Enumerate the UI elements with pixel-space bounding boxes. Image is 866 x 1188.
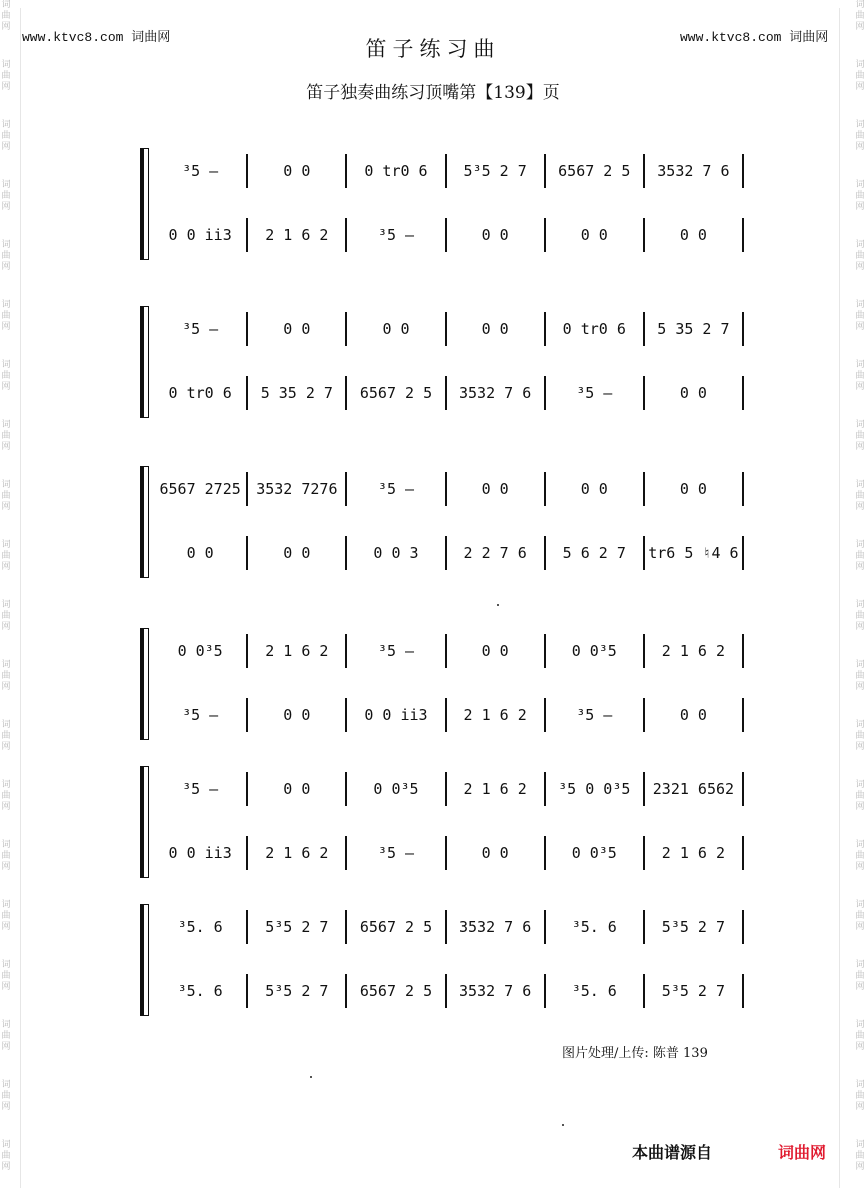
- side-watermark-char: 曲: [1, 851, 11, 861]
- side-watermark-char: 词: [855, 240, 865, 250]
- side-watermark-char: 曲: [1, 71, 11, 81]
- measure: 0 0: [447, 836, 546, 870]
- side-watermark-char: 网: [1, 562, 11, 572]
- side-watermark-group: [854, 180, 866, 240]
- side-watermark-char: 网: [855, 442, 865, 452]
- side-watermark-char: 网: [1, 442, 11, 452]
- side-watermark-char: 词: [1, 360, 11, 370]
- side-watermark-char: 曲: [855, 11, 865, 21]
- side-watermark-char: 网: [1, 142, 11, 152]
- side-watermark-char: 词: [855, 1020, 865, 1030]
- measure: ³5. 6: [154, 974, 248, 1008]
- side-watermark-char: 词: [855, 600, 865, 610]
- lower-staff: [154, 376, 744, 410]
- measure: 0 0³5: [546, 634, 645, 668]
- side-watermark-group: [854, 540, 866, 600]
- side-watermark-char: 网: [1, 802, 11, 812]
- side-watermark-group: [0, 1080, 12, 1140]
- side-watermark-char: 网: [855, 202, 865, 212]
- side-watermark-char: 网: [1, 982, 11, 992]
- side-watermark-char: 曲: [855, 1151, 865, 1161]
- measure: 0 0 3: [347, 536, 446, 570]
- side-watermark-group: [854, 600, 866, 660]
- score-title: 笛子练习曲: [365, 37, 501, 61]
- side-watermark-char: 词: [1, 1020, 11, 1030]
- upper-staff: [154, 472, 744, 506]
- side-watermark-char: 曲: [855, 851, 865, 861]
- side-watermark-group: [854, 420, 866, 480]
- side-watermark-char: 曲: [855, 731, 865, 741]
- side-watermark-char: 网: [855, 622, 865, 632]
- measure: ³5. 6: [546, 910, 645, 944]
- measure: 6567 2 5: [347, 376, 446, 410]
- measure: 0 0: [248, 698, 347, 732]
- side-watermark-char: 词: [855, 660, 865, 670]
- side-watermark-char: 网: [855, 862, 865, 872]
- measure: 2 1 6 2: [248, 218, 347, 252]
- side-watermark-char: 词: [855, 540, 865, 550]
- measure: 5³5 2 7: [248, 974, 347, 1008]
- measure: 6567 2725: [154, 472, 248, 506]
- stray-dot: [310, 1076, 312, 1078]
- measure: ³5 –: [154, 698, 248, 732]
- side-watermark-char: 网: [855, 1042, 865, 1052]
- side-watermark-char: 曲: [855, 191, 865, 201]
- measure: 0 0: [154, 536, 248, 570]
- side-watermark-char: 词: [1, 720, 11, 730]
- score-system: [140, 306, 744, 416]
- side-watermark-char: 词: [855, 720, 865, 730]
- side-watermark-char: 网: [855, 742, 865, 752]
- side-watermark-char: 网: [1, 742, 11, 752]
- side-watermark-char: 词: [855, 480, 865, 490]
- measure: 3532 7276: [248, 472, 347, 506]
- side-watermark-char: 曲: [1, 791, 11, 801]
- side-watermark-char: 网: [1, 82, 11, 92]
- side-watermark-group: [854, 1020, 866, 1080]
- side-watermark-group: [0, 720, 12, 780]
- upload-credit: 图片处理/上传: 陈普 139: [562, 1046, 708, 1061]
- measure: 6567 2 5: [347, 910, 446, 944]
- side-watermark-char: 词: [1, 300, 11, 310]
- side-watermark-char: 词: [855, 300, 865, 310]
- side-watermark-char: 网: [855, 82, 865, 92]
- side-watermark-char: 曲: [1, 311, 11, 321]
- side-watermark-char: 网: [1, 1162, 11, 1172]
- measure: tr6 5 ♮4 6: [645, 536, 744, 570]
- side-watermark-char: 网: [1, 622, 11, 632]
- side-watermark-char: 曲: [855, 371, 865, 381]
- side-watermark-group: [0, 240, 12, 300]
- side-watermark-group: [854, 300, 866, 360]
- side-watermark-char: 曲: [855, 971, 865, 981]
- side-watermark-char: 词: [855, 0, 865, 10]
- side-watermark-group: [854, 780, 866, 840]
- measure: 0 0: [248, 536, 347, 570]
- side-watermark-char: 词: [855, 840, 865, 850]
- measure: 2 1 6 2: [645, 836, 744, 870]
- side-watermark-group: [0, 480, 12, 540]
- measure: 0 0³5: [154, 634, 248, 668]
- measure: ³5 –: [546, 376, 645, 410]
- side-watermark-char: 曲: [855, 1091, 865, 1101]
- measure: 3532 7 6: [447, 910, 546, 944]
- side-watermark-char: 网: [855, 502, 865, 512]
- measure: ³5 –: [347, 218, 446, 252]
- side-watermark-char: 曲: [1, 191, 11, 201]
- measure: 0 0: [447, 312, 546, 346]
- measure: 6567 2 5: [546, 154, 645, 188]
- system-bracket: [140, 306, 149, 418]
- measure: 0 0: [248, 312, 347, 346]
- measure: 5³5 2 7: [645, 974, 744, 1008]
- side-watermark-char: 词: [1, 960, 11, 970]
- measure: 0 0³5: [546, 836, 645, 870]
- upper-staff: [154, 154, 744, 188]
- measure: 0 0: [447, 218, 546, 252]
- side-watermark-char: 网: [855, 682, 865, 692]
- side-watermark-char: 网: [1, 22, 11, 32]
- side-watermark-char: 网: [1, 922, 11, 932]
- side-watermark-char: 词: [855, 1140, 865, 1150]
- side-watermark-char: 曲: [1, 731, 11, 741]
- side-watermark-group: [854, 900, 866, 960]
- measure: 5³5 2 7: [447, 154, 546, 188]
- measure: 0 tr0 6: [154, 376, 248, 410]
- site-logo: 词曲网: [778, 1143, 827, 1162]
- system-bracket: [140, 628, 149, 740]
- side-watermark-char: 曲: [1, 911, 11, 921]
- measure: 3532 7 6: [447, 376, 546, 410]
- system-bracket: [140, 766, 149, 878]
- measure: 6567 2 5: [347, 974, 446, 1008]
- measure: 5³5 2 7: [645, 910, 744, 944]
- measure: ³5 0 0³5: [546, 772, 645, 806]
- side-watermark-char: 曲: [855, 551, 865, 561]
- side-watermark-char: 网: [1, 1042, 11, 1052]
- side-watermark-char: 词: [1, 540, 11, 550]
- measure: 0 0 i̇i̇3: [154, 218, 248, 252]
- side-watermark-char: 曲: [855, 491, 865, 501]
- side-watermark-group: [854, 1140, 866, 1188]
- side-watermark-group: [0, 900, 12, 960]
- measure: 0 0: [447, 634, 546, 668]
- watermark-right: www.ktvc8.com 词曲网: [680, 30, 829, 45]
- side-watermark-char: 词: [1, 240, 11, 250]
- side-watermark-group: [854, 720, 866, 780]
- side-watermark-char: 曲: [855, 131, 865, 141]
- side-watermark-char: 词: [1, 420, 11, 430]
- upper-staff: [154, 910, 744, 944]
- side-watermark-char: 网: [855, 562, 865, 572]
- side-watermark-char: 网: [855, 382, 865, 392]
- side-watermark-char: 词: [855, 120, 865, 130]
- measure: 0 0: [546, 218, 645, 252]
- side-watermark-char: 曲: [855, 611, 865, 621]
- side-watermark-char: 网: [1, 202, 11, 212]
- side-watermark-char: 词: [855, 180, 865, 190]
- stray-dot: [497, 604, 499, 606]
- left-watermark-strip: [0, 0, 12, 1188]
- side-watermark-char: 曲: [855, 1031, 865, 1041]
- measure: 2 1 6 2: [248, 634, 347, 668]
- side-watermark-char: 网: [855, 982, 865, 992]
- side-watermark-char: 网: [855, 1162, 865, 1172]
- side-watermark-char: 曲: [1, 11, 11, 21]
- measure: 3532 7 6: [645, 154, 744, 188]
- measure: 0 0³5: [347, 772, 446, 806]
- side-watermark-char: 词: [1, 1080, 11, 1090]
- upper-staff: [154, 772, 744, 806]
- measure: ³5 –: [347, 836, 446, 870]
- upper-staff: [154, 634, 744, 668]
- side-watermark-group: [0, 540, 12, 600]
- side-watermark-char: 曲: [1, 971, 11, 981]
- measure: 2 1 6 2: [248, 836, 347, 870]
- side-watermark-char: 词: [855, 780, 865, 790]
- side-watermark-group: [854, 480, 866, 540]
- side-watermark-char: 网: [1, 862, 11, 872]
- side-watermark-char: 词: [1, 180, 11, 190]
- measure: ³5 –: [347, 472, 446, 506]
- side-watermark-char: 词: [855, 900, 865, 910]
- measure: ³5. 6: [546, 974, 645, 1008]
- side-watermark-char: 词: [1, 120, 11, 130]
- system-bracket: [140, 148, 149, 260]
- side-watermark-char: 曲: [1, 551, 11, 561]
- side-watermark-char: 曲: [855, 251, 865, 261]
- measure: ³5 –: [347, 634, 446, 668]
- side-watermark-group: [0, 420, 12, 480]
- measure: 0 0: [248, 154, 347, 188]
- side-watermark-group: [0, 180, 12, 240]
- side-watermark-group: [0, 960, 12, 1020]
- measure: ³5 –: [154, 154, 248, 188]
- measure: 0 0: [347, 312, 446, 346]
- side-watermark-char: 曲: [855, 71, 865, 81]
- side-watermark-char: 曲: [1, 131, 11, 141]
- measure: 0 tr0 6: [546, 312, 645, 346]
- measure: 2 2 7 6: [447, 536, 546, 570]
- measure: ³5 –: [546, 698, 645, 732]
- score-system: [140, 466, 744, 576]
- side-watermark-char: 词: [1, 840, 11, 850]
- measure: 0 0: [645, 472, 744, 506]
- side-watermark-char: 曲: [1, 1151, 11, 1161]
- side-watermark-char: 曲: [1, 251, 11, 261]
- side-watermark-char: 网: [1, 262, 11, 272]
- side-watermark-char: 网: [855, 922, 865, 932]
- side-watermark-char: 网: [1, 1102, 11, 1112]
- side-watermark-char: 曲: [855, 671, 865, 681]
- stray-dot: [562, 1124, 564, 1126]
- side-watermark-char: 网: [855, 22, 865, 32]
- side-watermark-char: 网: [1, 382, 11, 392]
- measure: 2 1 6 2: [447, 772, 546, 806]
- side-watermark-group: [0, 1020, 12, 1080]
- measure: 2321 6562: [645, 772, 744, 806]
- lower-staff: [154, 536, 744, 570]
- side-watermark-group: [0, 600, 12, 660]
- system-bracket: [140, 466, 149, 578]
- lower-staff: [154, 218, 744, 252]
- lower-staff: [154, 836, 744, 870]
- side-watermark-char: 网: [855, 802, 865, 812]
- side-watermark-group: [0, 120, 12, 180]
- measure: 0 0: [447, 472, 546, 506]
- side-watermark-char: 曲: [1, 1031, 11, 1041]
- side-watermark-char: 词: [855, 960, 865, 970]
- side-watermark-group: [854, 960, 866, 1020]
- side-watermark-group: [854, 840, 866, 900]
- measure: 3532 7 6: [447, 974, 546, 1008]
- side-watermark-char: 曲: [1, 491, 11, 501]
- side-watermark-group: [854, 360, 866, 420]
- side-watermark-char: 曲: [855, 311, 865, 321]
- side-watermark-char: 词: [1, 600, 11, 610]
- measure: 5 35 2 7: [645, 312, 744, 346]
- measure: 0 0: [546, 472, 645, 506]
- measure: ³5. 6: [154, 910, 248, 944]
- measure: 2 1 6 2: [447, 698, 546, 732]
- measure: 0 0: [645, 218, 744, 252]
- side-watermark-group: [0, 300, 12, 360]
- side-watermark-char: 曲: [1, 431, 11, 441]
- side-watermark-char: 词: [855, 420, 865, 430]
- measure: 5³5 2 7: [248, 910, 347, 944]
- side-watermark-char: 词: [855, 360, 865, 370]
- side-watermark-group: [854, 120, 866, 180]
- measure: 0 tr0 6: [347, 154, 446, 188]
- side-watermark-group: [854, 660, 866, 720]
- side-watermark-char: 曲: [1, 371, 11, 381]
- lower-staff: [154, 974, 744, 1008]
- side-watermark-char: 网: [855, 322, 865, 332]
- watermark-left: www.ktvc8.com 词曲网: [22, 30, 171, 45]
- side-watermark-char: 网: [855, 262, 865, 272]
- measure: 5 35 2 7: [248, 376, 347, 410]
- side-watermark-char: 曲: [1, 671, 11, 681]
- upper-staff: [154, 312, 744, 346]
- side-watermark-char: 曲: [855, 431, 865, 441]
- side-watermark-char: 网: [855, 142, 865, 152]
- side-watermark-char: 曲: [855, 791, 865, 801]
- measure: 0 0 i̇i̇3: [154, 836, 248, 870]
- side-watermark-group: [0, 360, 12, 420]
- measure: 0 0: [645, 376, 744, 410]
- score-system: [140, 628, 744, 738]
- measure: 0 0 i̇i̇3: [347, 698, 446, 732]
- side-watermark-group: [0, 1140, 12, 1188]
- side-watermark-char: 网: [1, 322, 11, 332]
- side-watermark-char: 词: [1, 660, 11, 670]
- side-watermark-char: 曲: [855, 911, 865, 921]
- measure: 2 1 6 2: [645, 634, 744, 668]
- side-watermark-char: 网: [1, 682, 11, 692]
- side-watermark-char: 词: [855, 1080, 865, 1090]
- score-system: [140, 904, 744, 1014]
- score-system: [140, 148, 744, 258]
- measure: 0 0: [645, 698, 744, 732]
- side-watermark-char: 词: [1, 780, 11, 790]
- side-watermark-group: [0, 660, 12, 720]
- side-watermark-group: [0, 780, 12, 840]
- measure: ³5 –: [154, 772, 248, 806]
- right-watermark-strip: [854, 0, 866, 1188]
- side-watermark-char: 词: [1, 1140, 11, 1150]
- measure: ³5 –: [154, 312, 248, 346]
- side-watermark-group: [0, 840, 12, 900]
- side-watermark-char: 词: [1, 60, 11, 70]
- side-watermark-char: 词: [1, 480, 11, 490]
- side-watermark-char: 词: [1, 900, 11, 910]
- lower-staff: [154, 698, 744, 732]
- source-note: 本曲谱源自: [632, 1143, 713, 1162]
- side-watermark-char: 词: [855, 60, 865, 70]
- score-system: [140, 766, 744, 876]
- side-watermark-char: 网: [855, 1102, 865, 1112]
- measure: 5 6 2 7: [546, 536, 645, 570]
- side-watermark-char: 曲: [1, 611, 11, 621]
- system-bracket: [140, 904, 149, 1016]
- side-watermark-group: [854, 240, 866, 300]
- side-watermark-char: 曲: [1, 1091, 11, 1101]
- side-watermark-char: 词: [1, 0, 11, 10]
- side-watermark-group: [854, 1080, 866, 1140]
- score-subtitle: 笛子独奏曲练习顶嘴第【139】页: [306, 83, 560, 103]
- side-watermark-char: 网: [1, 502, 11, 512]
- measure: 0 0: [248, 772, 347, 806]
